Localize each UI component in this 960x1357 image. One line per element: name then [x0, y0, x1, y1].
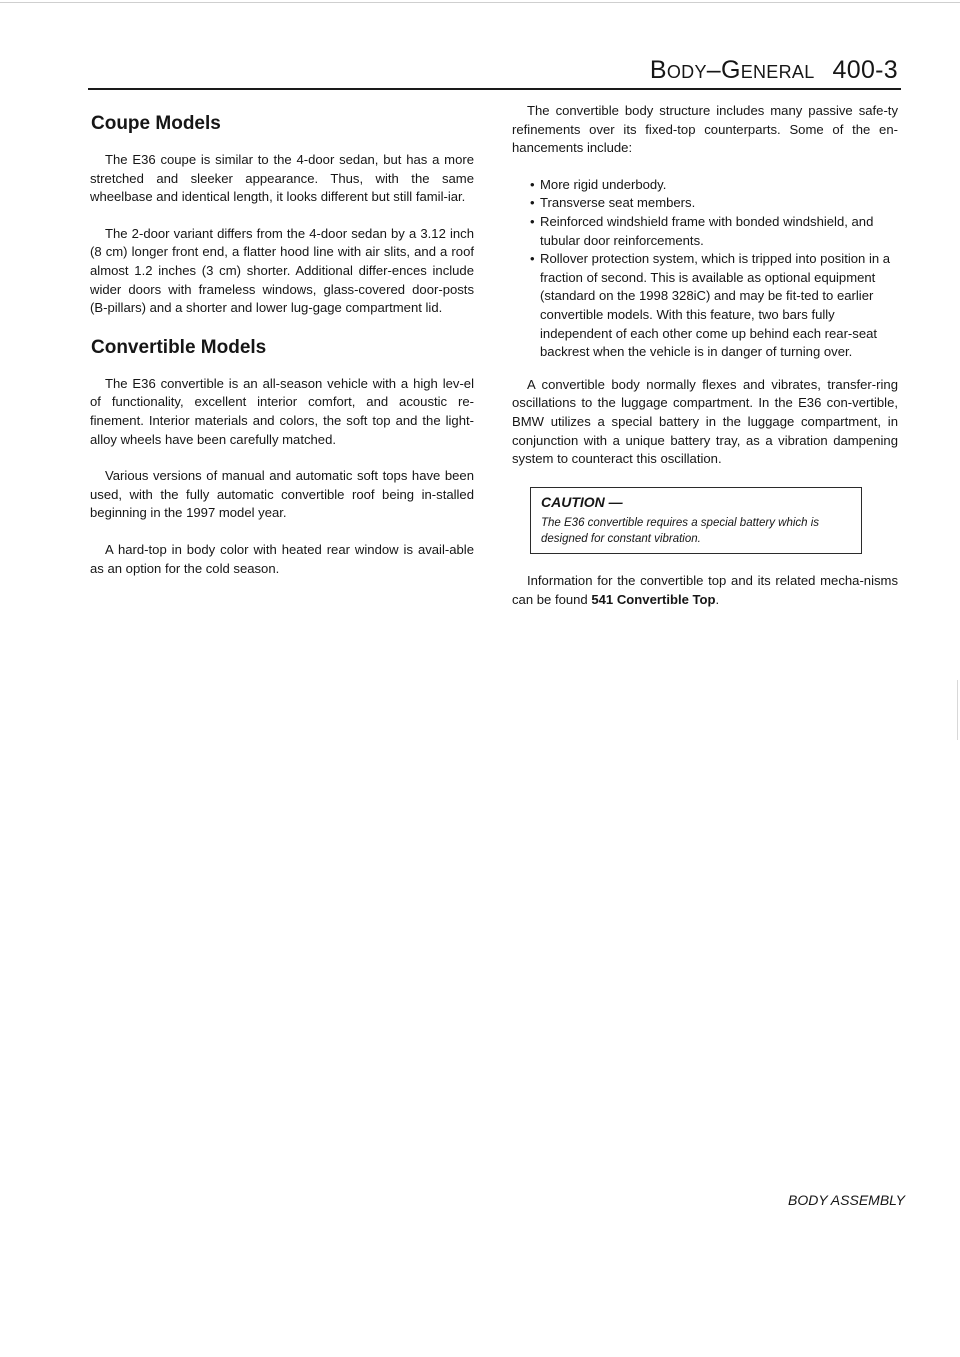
- scan-edge-mark: [957, 680, 958, 740]
- page-number: 400-3: [832, 56, 898, 84]
- convertible-paragraph-3: A hard-top in body color with heated rear window is avail-able as an option for the cold season.: [90, 541, 474, 576]
- running-header: [650, 56, 898, 85]
- right-column: [512, 102, 898, 627]
- list-item: • More rigid underbody.: [530, 176, 898, 195]
- header-rule: [88, 88, 901, 90]
- safety-intro: The convertible body structure includes many passive safe-ty refinements over its fixed-top counterparts. Some of the en-hancements include:: [512, 103, 898, 156]
- left-column: [90, 112, 474, 596]
- info-text: Information for the convertible top and its related mecha-nisms can be found: [512, 573, 898, 607]
- safety-list: [530, 176, 898, 362]
- info-end: .: [715, 591, 720, 607]
- convertible-paragraph-2: Various versions of manual and automatic soft tops have been used, with the fully automatic convertible roof being in-stalled beginning in the 1997 model year.: [90, 468, 474, 521]
- cross-reference-link[interactable]: 541 Convertible Top: [591, 591, 716, 607]
- caution-title: CAUTION —: [541, 493, 623, 510]
- caution-text: The E36 convertible requires a special battery which is designed for constant vibration.: [541, 517, 820, 546]
- coupe-heading: Coupe Models: [91, 113, 221, 134]
- coupe-paragraph-1: The E36 coupe is similar to the 4-door sedan, but has a more stretched and sleeker appearance. Thus, with the same wheelbase and identical length, it looks different but still famil-iar.: [90, 152, 474, 205]
- scan-top-edge: [0, 2, 960, 3]
- footer-label: BODY ASSEMBLY: [788, 1192, 905, 1208]
- list-item: • Rollover protection system, which is tripped into position in a fraction of second. This is available as optional equipment (standard on the 1998 328iC) and may be fit-ted to earlier convertible models. With this feature, two bars fully independent of each other come up behind each rear-seat backrest when the vehicle is in danger of turning over.: [530, 250, 898, 362]
- list-item: • Reinforced windshield frame with bonded windshield, and tubular door reinforcements.: [530, 213, 898, 250]
- info-paragraph: [512, 572, 898, 609]
- convertible-paragraph-1: The E36 convertible is an all-season vehicle with a high lev-el of functionality, excellent interior comfort, and acoustic re-finement. Interior materials and colors, the soft top and the light-alloy wheels have been carefully matched.: [90, 375, 474, 447]
- caution-box: [530, 487, 862, 555]
- list-item: • Transverse seat members.: [530, 194, 898, 213]
- oscillation-paragraph: A convertible body normally flexes and vibrates, transfer-ring oscillations to the luggage compartment. In the E36 con-vertible, BMW utilizes a special battery in the luggage compartment, in conjunction with a unique battery tray, as a vibration dampening system to counteract this oscillation.: [512, 376, 898, 467]
- section-title: Body–General: [649, 56, 815, 84]
- coupe-paragraph-2: The 2-door variant differs from the 4-door sedan by a 3.12 inch (8 cm) longer front end, a flatter hood line with air slits, and a roof almost 1.2 inches (3 cm) shorter. Additional differ-ences include wider doors with frameless windows, glass-covered door-posts (B-pillars) and a shorter and lower lug-gage compartment lid.: [90, 225, 474, 316]
- convertible-heading: Convertible Models: [91, 336, 267, 358]
